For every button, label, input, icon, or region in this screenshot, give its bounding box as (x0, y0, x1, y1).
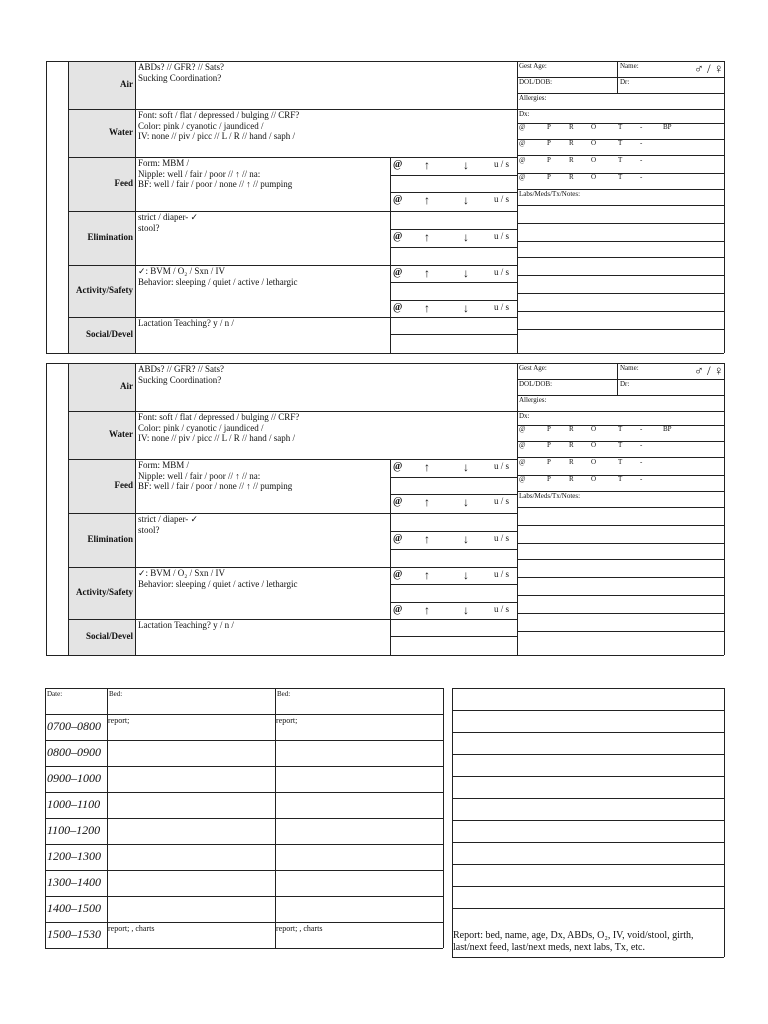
panel1-label-column-left (68, 61, 69, 353)
panel2-entry-grid-left (390, 459, 391, 655)
panel2-label-column-right (135, 363, 136, 655)
panel1-feed-at-sign: @ (393, 159, 403, 170)
panel2-u-s-label: u / s (494, 533, 510, 543)
notes-rule-line (452, 908, 724, 909)
panel2-vital-label: - (640, 458, 643, 466)
panel1-vital-label: - (640, 156, 643, 164)
schedule-row-line (45, 792, 443, 793)
report-guideline-line2: last/next feed, last/next meds, next labs, Tx, etc. (453, 942, 645, 953)
panel1-vital-label: @ (519, 173, 526, 181)
panel2-gest-age-label: Gest Age: (519, 364, 547, 372)
panel2-section-text-line: BF: well / fair / poor / none // ↑ // pumping (138, 481, 293, 491)
panel1-gest-age-label: Gest Age: (519, 62, 547, 70)
panel1-section-label: Elimination (87, 232, 133, 242)
panel1-section-text-line: strict / diaper- ✓ (138, 212, 199, 222)
time-slot-label: 1200–1300 (47, 849, 101, 863)
panel2-feed-at-sign: @ (393, 496, 403, 507)
panel1-info-row-line (517, 109, 724, 110)
schedule-row-line (45, 896, 443, 897)
panel1-section-text-line: Lactation Teaching? y / n / (138, 318, 234, 328)
notes-rule-line (452, 710, 724, 711)
panel1-dr-label: Dr: (620, 78, 630, 86)
time-slot-label: 0800–0900 (47, 745, 101, 759)
panel1-u-s-label: u / s (494, 231, 510, 241)
panel2-left-border (46, 363, 47, 655)
panel1-u-s-label: u / s (494, 159, 510, 169)
panel1-section-text-line: Behavior: sleeping / quiet / active / lethargic (138, 276, 298, 287)
panel2-info-row-line (517, 631, 724, 632)
panel1-info-row-line (517, 293, 724, 294)
panel1-feed-at-sign: @ (393, 231, 403, 242)
schedule-right-border (443, 688, 444, 948)
panel2-vital-label: - (640, 441, 643, 449)
panel2-vital-label: P (547, 441, 551, 449)
panel1-info-col-divider (617, 61, 618, 93)
panel1-section-label: Water (109, 127, 133, 137)
notes-rule-line (452, 732, 724, 733)
bed1-header: Bed: (109, 690, 123, 698)
panel2-section-text-line: ABDs? // GFR? // Sats? (138, 364, 225, 374)
panel1-info-column-left (517, 61, 518, 353)
panel1-vital-label: O (591, 173, 597, 181)
panel2-vital-label: O (591, 458, 597, 466)
panel2-info-row-line (517, 577, 724, 578)
panel1-info-row-line (517, 257, 724, 258)
notes-bottom-border (452, 957, 724, 958)
panel2-entry-row-line (390, 477, 517, 478)
panel2-vital-label: T (618, 425, 623, 433)
panel1-entry-row-line (390, 300, 517, 301)
schedule-row-line (45, 818, 443, 819)
time-slot-label: 1000–1100 (47, 797, 101, 811)
panel1-up-arrow: ↑ (424, 230, 430, 244)
panel2-dx-label: Dx: (519, 412, 530, 420)
panel2-entry-row-line (390, 513, 517, 514)
panel2-section-text-line: strict / diaper- ✓ (138, 514, 199, 524)
panel2-vital-label: P (547, 475, 551, 483)
panel1-vital-label: R (569, 123, 574, 131)
panel2-down-arrow: ↓ (463, 460, 469, 474)
panel2-right-border (724, 363, 725, 655)
panel2-feed-at-sign: @ (393, 533, 403, 544)
panel2-section-label: Elimination (87, 534, 133, 544)
panel1-vital-label: R (569, 139, 574, 147)
panel2-info-column-left (517, 363, 518, 655)
panel1-up-arrow: ↑ (424, 158, 430, 172)
panel1-section-text-line: stool? (138, 222, 160, 233)
panel2-vital-label: O (591, 441, 597, 449)
panel2-up-arrow: ↑ (424, 568, 430, 582)
panel2-labs-meds-label: Labs/Meds/Tx/Notes: (519, 492, 581, 500)
panel1-vital-label: - (640, 123, 643, 131)
panel2-gender-symbols: ♂ / ♀ (694, 363, 724, 378)
panel1-vital-label: T (618, 123, 623, 131)
panel2-entry-row-line (390, 494, 517, 495)
notes-rule-line (452, 798, 724, 799)
report-guideline-line1: Report: bed, name, age, Dx, ABDs, O₂, IV, void/stool, girth, (453, 930, 694, 941)
panel2-vital-label: T (618, 441, 623, 449)
panel2-info-row-line (517, 613, 724, 614)
panel2-section-text-line: Lactation Teaching? y / n / (138, 620, 234, 630)
panel2-dol-dob-label: DOL/DOB: (519, 380, 553, 388)
panel1-down-arrow: ↓ (463, 158, 469, 172)
bed2-header: Bed: (277, 690, 291, 698)
panel1-up-arrow: ↑ (424, 266, 430, 280)
panel1-allergies-label: Allergies: (519, 94, 547, 102)
panel1-vital-label: @ (519, 139, 526, 147)
panel2-info-row-line (517, 395, 724, 396)
panel1-feed-at-sign: @ (393, 267, 403, 278)
schedule-row-line (45, 844, 443, 845)
panel2-bottom-border (46, 655, 724, 656)
panel2-up-arrow: ↑ (424, 495, 430, 509)
panel2-section-label: Social/Devel (86, 631, 133, 641)
panel2-section-label: Feed (114, 480, 133, 490)
panel2-up-arrow: ↑ (424, 603, 430, 617)
panel1-labs-meds-label: Labs/Meds/Tx/Notes: (519, 190, 581, 198)
panel1-section-text-line: ✓: BVM / O₂ / Sxn / IV (138, 266, 225, 276)
bed1-cell: report; (108, 716, 130, 725)
panel1-info-row-line (517, 205, 724, 206)
notes-right-border (724, 688, 725, 957)
panel2-feed-at-sign: @ (393, 569, 403, 580)
panel1-entry-row-line (390, 265, 517, 266)
time-slot-label: 0700–0800 (47, 719, 101, 733)
panel2-dr-label: Dr: (620, 380, 630, 388)
panel2-section-text-line: Color: pink / cyanotic / jaundiced / (138, 422, 264, 433)
panel1-gender-symbols: ♂ / ♀ (694, 61, 724, 76)
panel1-info-row-line (517, 223, 724, 224)
panel1-u-s-label: u / s (494, 302, 510, 312)
schedule-row-line (45, 766, 443, 767)
panel1-label-column (68, 61, 135, 353)
panel2-vital-label: O (591, 425, 597, 433)
panel2-up-arrow: ↑ (424, 460, 430, 474)
panel1-entry-row-line (390, 247, 517, 248)
panel2-entry-row-line (390, 619, 517, 620)
notes-rule-line (452, 754, 724, 755)
panel1-section-text-line: BF: well / fair / poor / none // ↑ // pumping (138, 179, 293, 189)
notes-rule-line (452, 886, 724, 887)
panel1-name-label: Name: (620, 62, 639, 70)
panel1-bp-label: BP (663, 123, 672, 131)
panel2-section-label: Water (109, 429, 133, 439)
panel1-section-text-line: Form: MBM / (138, 158, 190, 168)
panel2-down-arrow: ↓ (463, 532, 469, 546)
panel1-section-text-line: Color: pink / cyanotic / jaundiced / (138, 120, 264, 131)
time-slot-label: 1300–1400 (47, 875, 101, 889)
panel2-section-text-line: stool? (138, 524, 160, 535)
panel2-info-row-line (517, 595, 724, 596)
schedule-top-border (45, 688, 443, 689)
panel1-info-row-line (517, 241, 724, 242)
panel1-info-row-line (517, 93, 724, 94)
schedule-row-line (45, 740, 443, 741)
panel1-entry-grid-left (390, 157, 391, 353)
panel1-vital-label: - (640, 173, 643, 181)
panel2-feed-at-sign: @ (393, 461, 403, 472)
panel2-down-arrow: ↓ (463, 495, 469, 509)
panel2-entry-row-line (390, 567, 517, 568)
panel2-vital-label: - (640, 475, 643, 483)
panel1-bottom-border (46, 353, 724, 354)
panel2-u-s-label: u / s (494, 496, 510, 506)
panel2-vital-label: P (547, 425, 551, 433)
panel1-vital-label: @ (519, 123, 526, 131)
panel2-entry-row-line (390, 636, 517, 637)
panel1-vital-label: T (618, 156, 623, 164)
panel1-section-text-line: IV: none // piv / picc // L / R // hand / saph / (138, 131, 295, 141)
panel2-info-row-line (517, 411, 724, 412)
panel1-left-border (46, 61, 47, 353)
panel1-label-column-right (135, 61, 136, 353)
panel1-info-row-line (517, 329, 724, 330)
panel1-vital-label: P (547, 156, 551, 164)
panel1-vital-label: R (569, 173, 574, 181)
panel1-vital-label: O (591, 139, 597, 147)
panel1-section-text-line: ABDs? // GFR? // Sats? (138, 62, 225, 72)
schedule-bottom-border (45, 948, 443, 949)
time-slot-label: 1400–1500 (47, 901, 101, 915)
panel2-section-text-line: Form: MBM / (138, 460, 190, 470)
panel1-feed-at-sign: @ (393, 194, 403, 205)
panel2-label-column-left (68, 363, 69, 655)
panel2-feed-at-sign: @ (393, 604, 403, 615)
panel1-right-border (724, 61, 725, 353)
panel1-info-row-line (517, 275, 724, 276)
panel2-down-arrow: ↓ (463, 568, 469, 582)
notes-top-border (452, 688, 724, 689)
time-slot-label: 1500–1530 (47, 927, 101, 941)
panel2-vital-label: @ (519, 475, 526, 483)
panel1-section-label: Feed (114, 178, 133, 188)
panel2-section-text-line: Nipple: well / fair / poor // ↑ // na: (138, 470, 261, 481)
panel2-vital-label: R (569, 458, 574, 466)
panel2-vital-label: @ (519, 425, 526, 433)
panel1-entry-row-line (390, 211, 517, 212)
bed1-cell: report; , charts (108, 924, 155, 933)
panel2-vital-label: R (569, 441, 574, 449)
panel2-info-row-line (517, 559, 724, 560)
panel2-vital-label: @ (519, 441, 526, 449)
bed2-cell: report; (276, 716, 298, 725)
panel2-section-text-line: Sucking Coordination? (138, 374, 222, 385)
panel1-section-divider (68, 157, 517, 158)
panel1-vital-label: R (569, 156, 574, 164)
panel2-u-s-label: u / s (494, 604, 510, 614)
panel1-feed-at-sign: @ (393, 302, 403, 313)
panel2-entry-row-line (390, 584, 517, 585)
panel2-vital-label: R (569, 425, 574, 433)
panel2-vital-label: P (547, 458, 551, 466)
panel1-vital-label: O (591, 123, 597, 131)
panel1-vital-label: T (618, 173, 623, 181)
panel2-section-text-line: Behavior: sleeping / quiet / active / lethargic (138, 578, 298, 589)
panel2-vital-label: T (618, 475, 623, 483)
notes-rule-line (452, 842, 724, 843)
panel2-info-col-divider (617, 363, 618, 395)
panel1-up-arrow: ↑ (424, 301, 430, 315)
panel2-section-label: Air (120, 381, 133, 391)
panel1-vital-label: O (591, 156, 597, 164)
panel1-u-s-label: u / s (494, 194, 510, 204)
panel2-bp-label: BP (663, 425, 672, 433)
panel2-entry-row-line (390, 602, 517, 603)
panel1-info-row-line (517, 311, 724, 312)
panel1-entry-row-line (390, 282, 517, 283)
notes-rule-line (452, 864, 724, 865)
panel2-u-s-label: u / s (494, 461, 510, 471)
panel2-allergies-label: Allergies: (519, 396, 547, 404)
notes-rule-line (452, 776, 724, 777)
panel2-u-s-label: u / s (494, 569, 510, 579)
panel2-vital-label: O (591, 475, 597, 483)
panel2-up-arrow: ↑ (424, 532, 430, 546)
time-slot-label: 0900–1000 (47, 771, 101, 785)
panel1-down-arrow: ↓ (463, 230, 469, 244)
panel2-section-label: Activity/Safety (76, 587, 133, 597)
panel2-info-row-line (517, 543, 724, 544)
schedule-row-line (45, 870, 443, 871)
panel1-dx-label: Dx: (519, 110, 530, 118)
panel1-section-text-line: Font: soft / flat / depressed / bulging // CRF? (138, 110, 300, 120)
panel1-section-text-line: Nipple: well / fair / poor // ↑ // na: (138, 168, 261, 179)
notes-left-border (452, 688, 453, 957)
panel2-down-arrow: ↓ (463, 603, 469, 617)
panel2-info-row-line (517, 525, 724, 526)
panel1-entry-row-line (390, 175, 517, 176)
time-slot-label: 1100–1200 (47, 823, 101, 837)
panel1-vital-label: @ (519, 156, 526, 164)
panel2-vital-label: R (569, 475, 574, 483)
panel2-info-row-line (517, 507, 724, 508)
panel1-section-label: Activity/Safety (76, 285, 133, 295)
panel2-label-column (68, 363, 135, 655)
panel2-section-divider (68, 459, 517, 460)
panel2-vital-label: @ (519, 458, 526, 466)
panel1-vital-label: P (547, 173, 551, 181)
panel1-section-label: Social/Devel (86, 329, 133, 339)
panel2-vital-label: T (618, 458, 623, 466)
panel1-up-arrow: ↑ (424, 193, 430, 207)
panel1-dol-dob-label: DOL/DOB: (519, 78, 553, 86)
panel1-vital-label: - (640, 139, 643, 147)
panel1-down-arrow: ↓ (463, 266, 469, 280)
schedule-row-line (45, 922, 443, 923)
panel2-entry-row-line (390, 531, 517, 532)
panel2-name-label: Name: (620, 364, 639, 372)
bed2-cell: report; , charts (276, 924, 323, 933)
panel1-vital-label: T (618, 139, 623, 147)
notes-rule-line (452, 820, 724, 821)
panel2-section-text-line: ✓: BVM / O₂ / Sxn / IV (138, 568, 225, 578)
panel1-down-arrow: ↓ (463, 193, 469, 207)
panel1-entry-row-line (390, 229, 517, 230)
panel1-vital-label: P (547, 139, 551, 147)
panel1-u-s-label: u / s (494, 267, 510, 277)
panel1-section-text-line: Sucking Coordination? (138, 72, 222, 83)
panel1-entry-row-line (390, 192, 517, 193)
panel2-section-text-line: Font: soft / flat / depressed / bulging // CRF? (138, 412, 300, 422)
panel2-section-text-line: IV: none // piv / picc // L / R // hand / saph / (138, 433, 295, 443)
panel2-entry-row-line (390, 549, 517, 550)
panel1-down-arrow: ↓ (463, 301, 469, 315)
panel2-vital-label: - (640, 425, 643, 433)
schedule-header-line (45, 714, 443, 715)
panel1-entry-row-line (390, 317, 517, 318)
panel1-vital-label: P (547, 123, 551, 131)
panel1-section-label: Air (120, 79, 133, 89)
date-header: Date: (47, 690, 63, 698)
panel1-entry-row-line (390, 334, 517, 335)
